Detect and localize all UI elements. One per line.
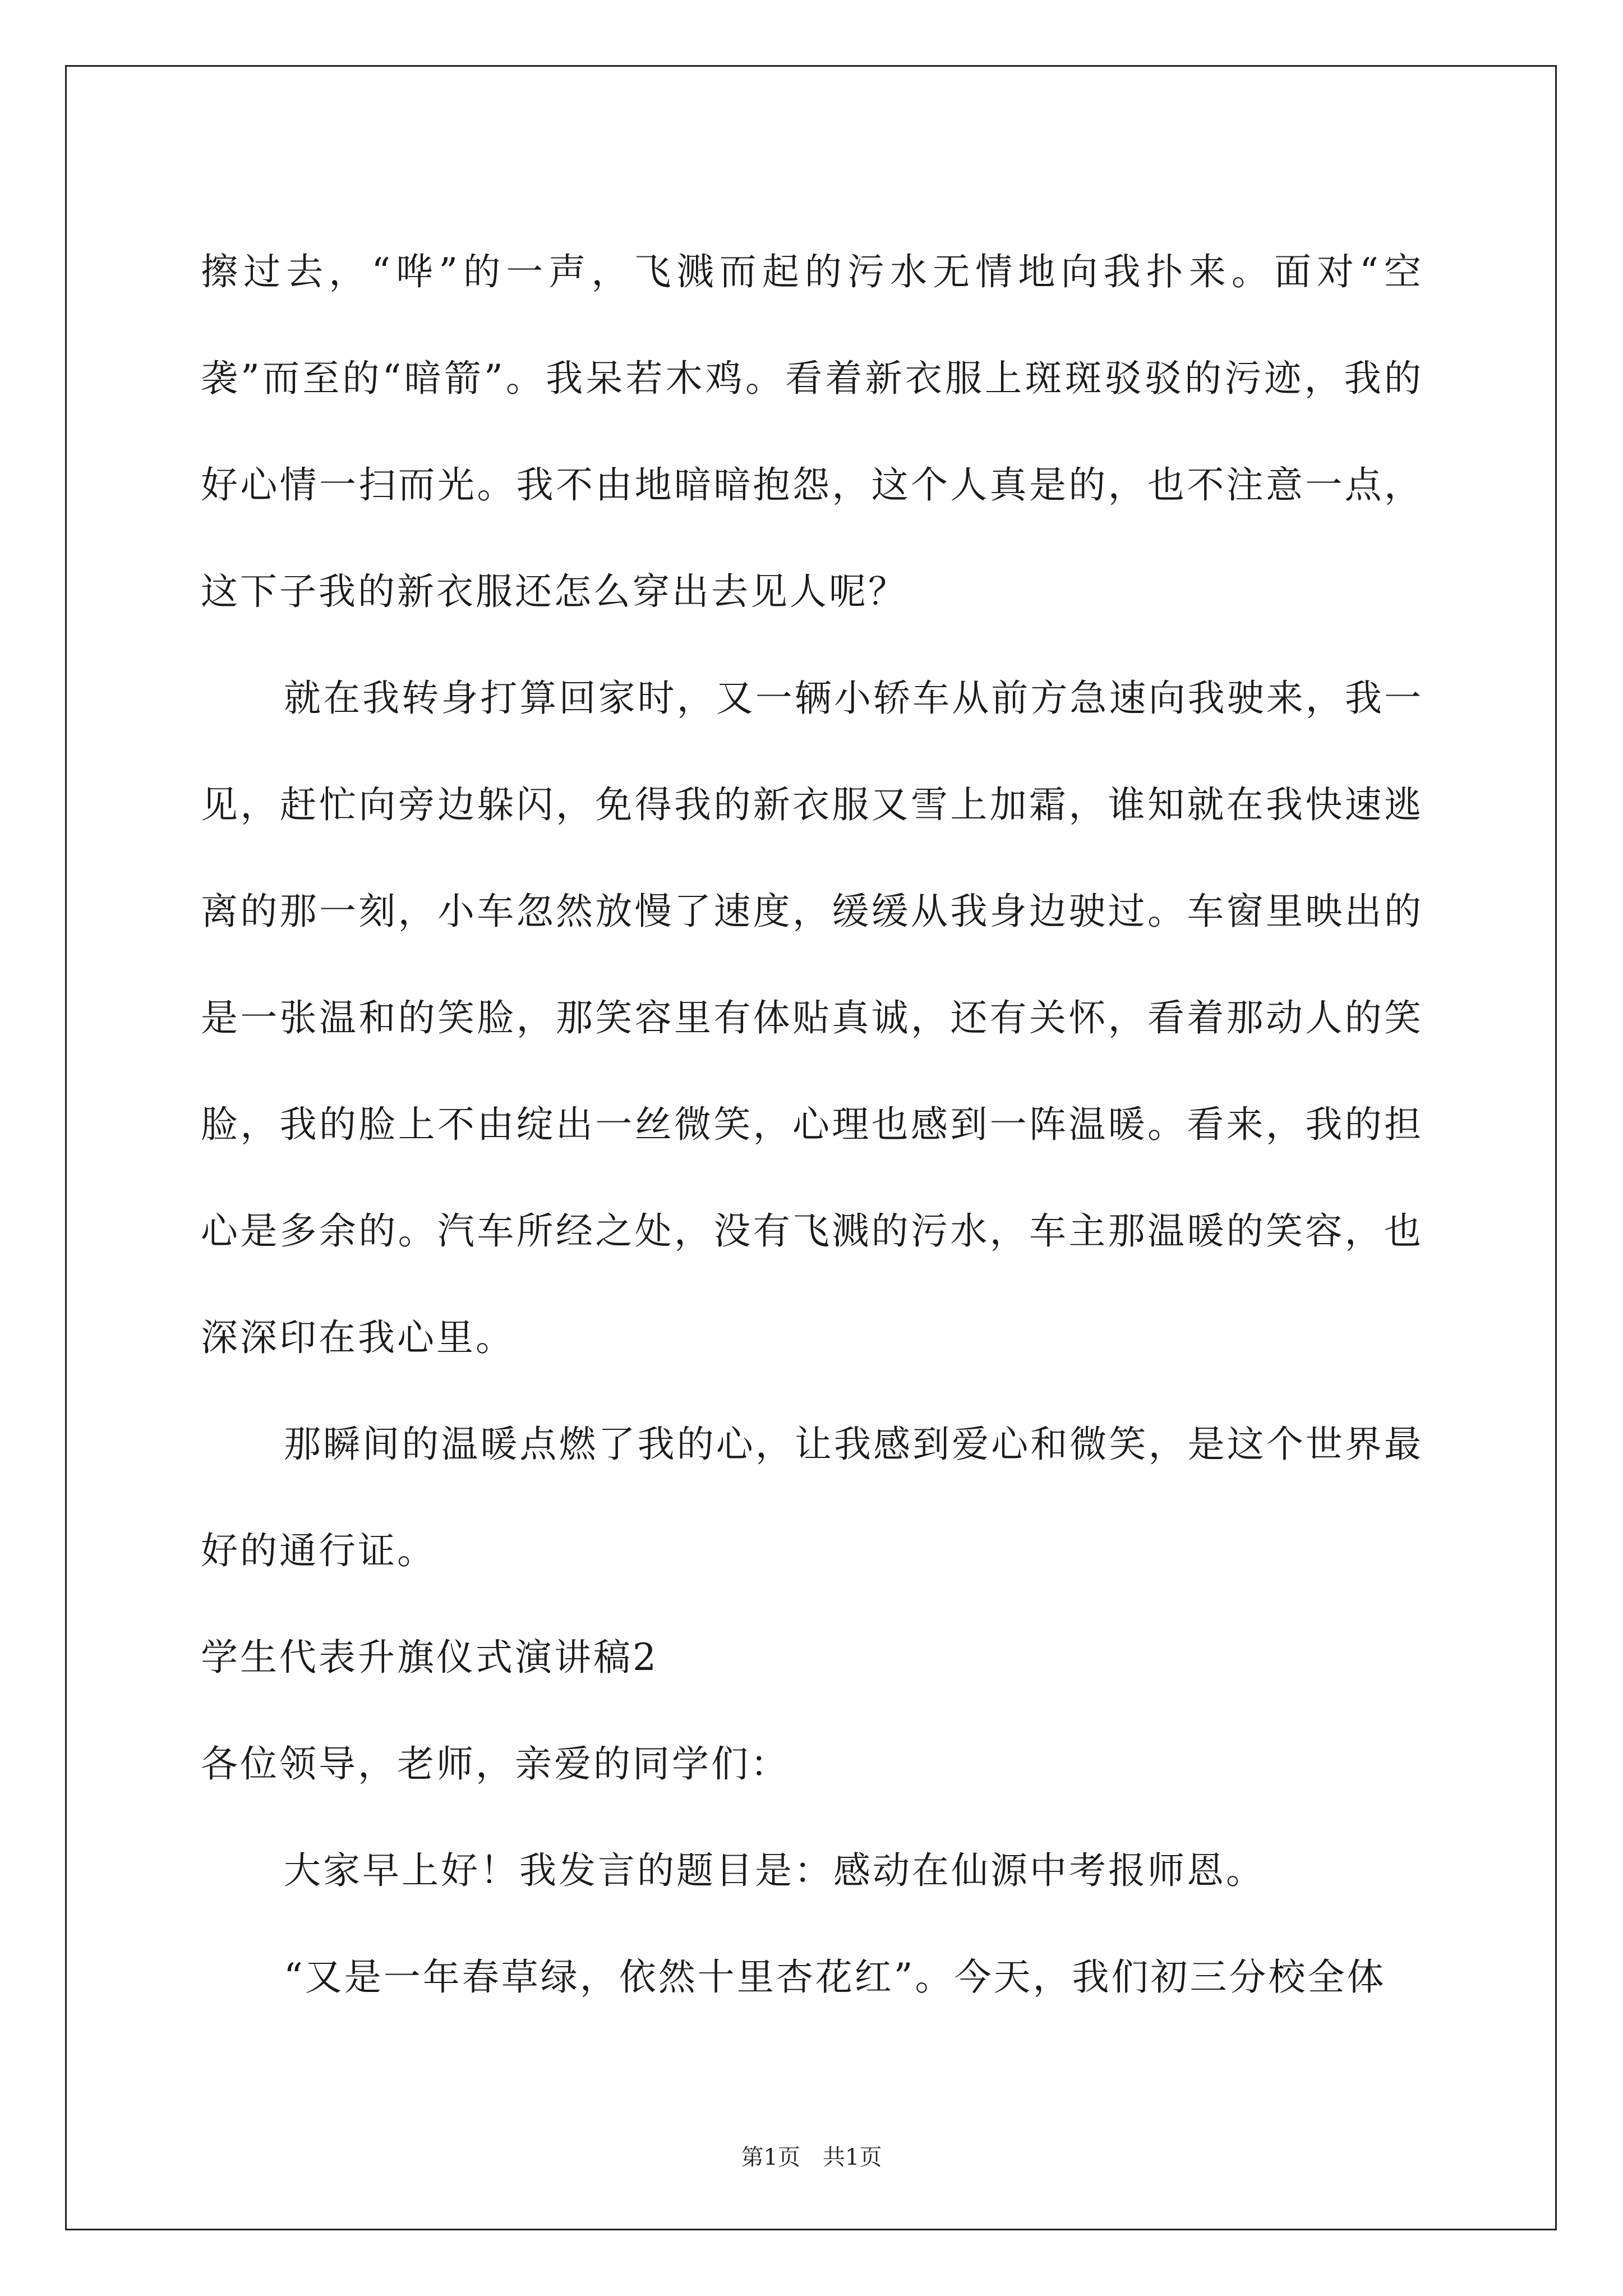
- paragraph-3: 那瞬间的温暖点燃了我的心，让我感到爱心和微笑，是这个世界最好的通行证。: [201, 1423, 1423, 1572]
- section-title: 学生代表升旗仪式演讲稿2: [201, 1636, 658, 1679]
- paragraph-5: “又是一年春草绿，依然十里杏花红”。今天，我们初三分校全体: [284, 1955, 1386, 1999]
- paragraph-4: 大家早上好！我发言的题目是：感动在仙源中考报师恩。: [284, 1849, 1265, 1892]
- page-total: 共1页: [823, 2145, 882, 2170]
- document-body: [201, 219, 1423, 2031]
- paragraph-1: 擦过去，“哗”的一声，飞溅而起的污水无情地向我扑来。面对“空袭”而至的“暗箭”。我呆若木鸡。看着新衣服上斑斑驳驳的污迹，我的好心情一扫而光。我不由地暗暗抱怨，这个人真是的，也不注意一点，这下子我的新衣服还怎么穿出去见人呢？: [201, 250, 1423, 613]
- paragraph-2: 就在我转身打算回家时，又一辆小轿车从前方急速向我驶来，我一见，赶忙向旁边躲闪，免得我的新衣服又雪上加霜，谁知就在我快速逃离的那一刻，小车忽然放慢了速度，缓缓从我身边驶过。车窗里映出的是一张温和的笑脸，那笑容里有体贴真诚，还有关怀，看着那动人的笑脸，我的脸上不由绽出一丝微笑，心理也感到一阵温暖。看来，我的担心是多余的。汽车所经之处，没有飞溅的污水，车主那温暖的笑容，也深深印在我心里。: [201, 677, 1423, 1359]
- page-footer: [0, 2142, 1623, 2173]
- salutation: 各位领导，老师，亲爱的同学们：: [201, 1742, 790, 1786]
- page-number: 第1页: [741, 2145, 800, 2170]
